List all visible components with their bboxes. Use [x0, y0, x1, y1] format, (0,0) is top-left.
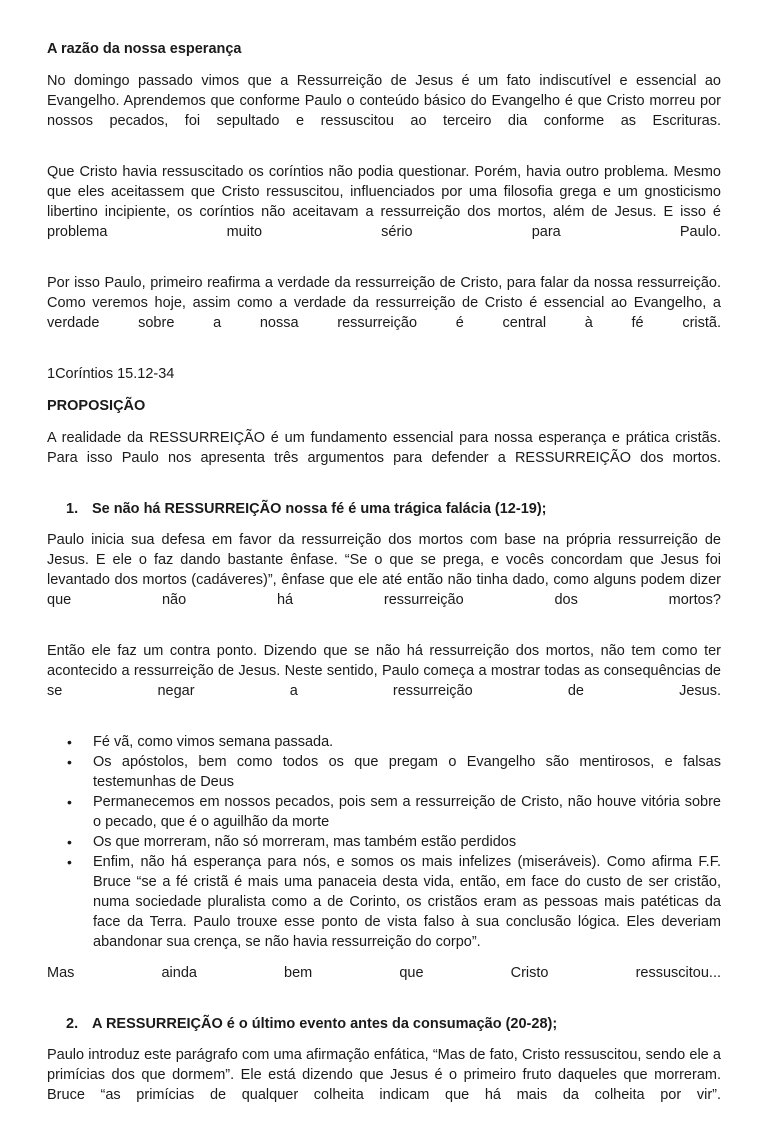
point-2-title: A RESSURREIÇÃO é o último evento antes da consumação (20-28); — [92, 1016, 558, 1032]
point-1-closing: Mas ainda bem que Cristo ressuscitou... — [47, 965, 721, 981]
list-item — [47, 852, 721, 952]
bullet-icon: • — [67, 854, 72, 870]
list-item-text: Enfim, não há esperança para nós, e somos os mais infelizes (miseráveis). Como afirma F.F. Bruce “se a fé cristã é mais uma panaceia desta vida, então, em face do custo de ser cristão, numa sociedade pluralista como a de Corinto, os cristãos eram as pessoas mais patéticas da face da Terra. Paulo trouxe esse ponto de vista falso à sua conclusão lógica. Eles deveriam abandonar sua crença, se não havia ressurreição do corpo”. — [93, 854, 721, 950]
bullet-icon: • — [67, 754, 72, 770]
list-item-text: Permanecemos em nossos pecados, pois sem a ressurreição de Cristo, não houve vitória sobre o pecado, que é o aguilhão da morte — [93, 794, 721, 830]
point-1-title: Se não há RESSURREIÇÃO nossa fé é uma trágica falácia (12-19); — [92, 501, 547, 517]
point-1-number: 1. — [66, 501, 79, 517]
bullet-icon: • — [67, 734, 72, 750]
list-item-text: Fé vã, como vimos semana passada. — [93, 734, 334, 750]
point-2-number: 2. — [66, 1016, 79, 1032]
document-title: A razão da nossa esperança — [47, 41, 242, 57]
consequences-list — [47, 732, 721, 952]
list-item — [47, 832, 721, 852]
scripture-reference: 1Coríntios 15.12-34 — [47, 366, 175, 382]
list-item-text: Os apóstolos, bem como todos os que pregam o Evangelho são mentirosos, e falsas testemunhas de Deus — [93, 754, 721, 790]
list-item — [47, 752, 721, 792]
list-item — [47, 732, 721, 752]
intro-paragraph-1: No domingo passado vimos que a Ressurreição de Jesus é um fato indiscutível e essencial ao Evangelho. Aprendemos que conforme Paulo o conteúdo básico do Evangelho é que Cristo morreu por nossos pecados, foi sepultado e ressuscitou ao terceiro dia conforme as Escrituras. — [47, 73, 721, 129]
list-item — [47, 792, 721, 832]
point-2-paragraph: Paulo introduz este parágrafo com uma afirmação enfática, “Mas de fato, Cristo ressuscitou, sendo ele a primícias dos que dormem”. Ele está dizendo que Jesus é o primeiro fruto daqueles que morreram. Bruce “as primícias de qualquer colheita indicam que há mais da colheita por vir”. — [47, 1047, 721, 1103]
point-2-heading — [47, 1014, 721, 1034]
bullet-icon: • — [67, 834, 72, 850]
list-item-text: Os que morreram, não só morreram, mas também estão perdidos — [93, 834, 517, 850]
point-1-heading — [47, 499, 721, 519]
proposicao-text: A realidade da RESSURREIÇÃO é um fundamento essencial para nossa esperança e prática cristãs. Para isso Paulo nos apresenta três argumentos para defender a RESSURREIÇÃO dos mortos. — [47, 430, 721, 466]
point-1-paragraph-1: Paulo inicia sua defesa em favor da ressurreição dos mortos com base na própria ressurreição de Jesus. E ele o faz dando bastante ênfase. “Se o que se prega, e vocês concordam que Jesus foi levantado dos mortos (cadáveres)”, ênfase que ele até então não tinha dado, como alguns podem dizer que não há ressurreição dos mortos? — [47, 532, 721, 608]
intro-paragraph-2: Que Cristo havia ressuscitado os coríntios não podia questionar. Porém, havia outro problema. Mesmo que eles aceitassem que Cristo ressuscitou, influenciados por uma filosofia grega e um gnosticismo libertino incipiente, os coríntios não aceitavam a ressurreição dos mortos, além de Jesus. E isso é problema muito sério para Paulo. — [47, 164, 721, 240]
proposicao-heading: PROPOSIÇÃO — [47, 398, 146, 414]
bullet-icon: • — [67, 794, 72, 810]
intro-paragraph-3: Por isso Paulo, primeiro reafirma a verdade da ressurreição de Cristo, para falar da nossa ressurreição. Como veremos hoje, assim como a verdade da ressurreição de Cristo é essencial ao Evangelho, a verdade sobre a nossa ressurreição é central à fé cristã. — [47, 275, 721, 331]
point-1-paragraph-2: Então ele faz um contra ponto. Dizendo que se não há ressurreição dos mortos, não tem como ter acontecido a ressurreição de Jesus. Neste sentido, Paulo começa a mostrar todas as consequências de se negar a ressurreição de Jesus. — [47, 643, 721, 699]
